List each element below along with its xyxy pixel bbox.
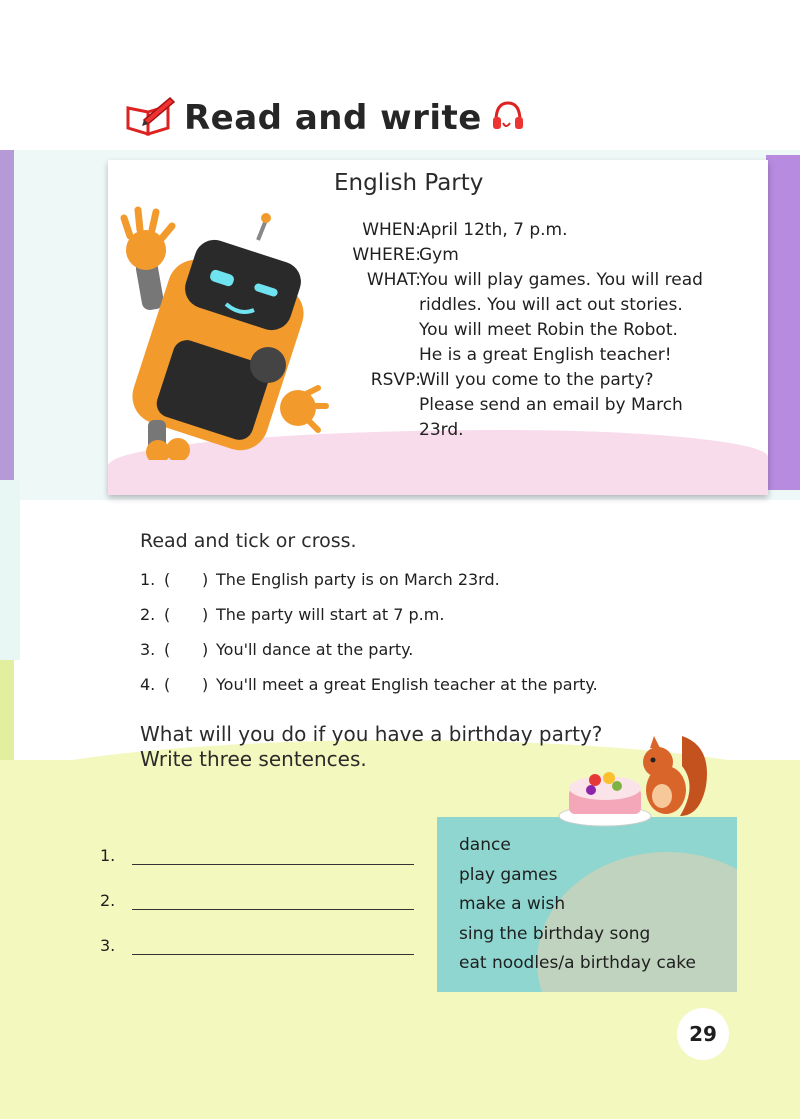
exercise-heading: Read and tick or cross. — [140, 530, 357, 552]
value-rsvp-line: Will you come to the party? — [419, 370, 654, 390]
section-title: Read and write — [184, 98, 482, 138]
answer-open-paren: ( — [164, 605, 171, 624]
background-purple-right — [766, 155, 800, 490]
headphones-icon — [490, 99, 526, 137]
answer-close-paren: ) — [202, 675, 209, 694]
item-statement: The English party is on March 23rd. — [216, 570, 500, 589]
writing-line-number: 1. — [100, 846, 116, 865]
background-purple-left — [0, 150, 14, 480]
writing-line-number: 2. — [100, 891, 116, 910]
word-bank-item: sing the birthday song — [459, 923, 651, 944]
item-number: 1. — [140, 570, 156, 589]
word-bank-item: eat noodles/a birthday cake — [459, 953, 696, 973]
poster-title: English Party — [334, 170, 484, 196]
poster-values — [419, 218, 739, 443]
value-rsvp-line: 23rd. — [419, 420, 464, 440]
section-header — [124, 96, 526, 140]
value-what-line: You will play games. You will read — [419, 270, 703, 290]
value-what-line: You will meet Robin the Robot. — [419, 320, 678, 340]
value-rsvp-line: Please send an email by March — [419, 395, 683, 415]
value-when: April 12th, 7 p.m. — [419, 220, 568, 240]
squirrel-illustration — [632, 726, 712, 830]
item-number: 2. — [140, 605, 156, 624]
word-bank-box — [437, 817, 737, 992]
item-statement: You'll meet a great English teacher at the party. — [216, 675, 598, 694]
label-spacer — [326, 293, 421, 368]
poster-labels — [326, 218, 421, 393]
writing-line-rule[interactable] — [132, 909, 414, 910]
item-statement: The party will start at 7 p.m. — [216, 605, 445, 624]
party-invitation-card — [108, 160, 768, 495]
answer-open-paren: ( — [164, 570, 171, 589]
value-where: Gym — [419, 245, 459, 265]
word-bank-item: make a wish — [459, 894, 566, 914]
word-bank-item: play games — [459, 864, 558, 885]
value-what-line: riddles. You will act out stories. — [419, 295, 683, 315]
label-what: WHAT: — [366, 270, 421, 290]
answer-close-paren: ) — [202, 570, 209, 589]
writing-prompt-line: Write three sentences. — [140, 747, 367, 771]
word-bank-list — [459, 831, 696, 979]
page-number: 29 — [677, 1008, 729, 1060]
item-number: 3. — [140, 640, 156, 659]
label-when: WHEN: — [362, 220, 421, 240]
item-statement: You'll dance at the party. — [216, 640, 414, 659]
label-rsvp: RSVP: — [370, 370, 421, 390]
writing-prompt-line: What will you do if you have a birthday party? — [140, 722, 603, 746]
label-where: WHERE: — [352, 245, 421, 265]
writing-line-rule[interactable] — [132, 954, 414, 955]
writing-line-rule[interactable] — [132, 864, 414, 865]
answer-open-paren: ( — [164, 675, 171, 694]
answer-close-paren: ) — [202, 640, 209, 659]
value-what-line: He is a great English teacher! — [419, 345, 672, 365]
word-bank-item: dance — [459, 835, 511, 855]
writing-line-number: 3. — [100, 936, 116, 955]
robot-illustration — [108, 180, 338, 464]
item-number: 4. — [140, 675, 156, 694]
answer-open-paren: ( — [164, 640, 171, 659]
background-mint-left — [0, 480, 20, 660]
answer-close-paren: ) — [202, 605, 209, 624]
book-pencil-icon — [124, 96, 176, 140]
